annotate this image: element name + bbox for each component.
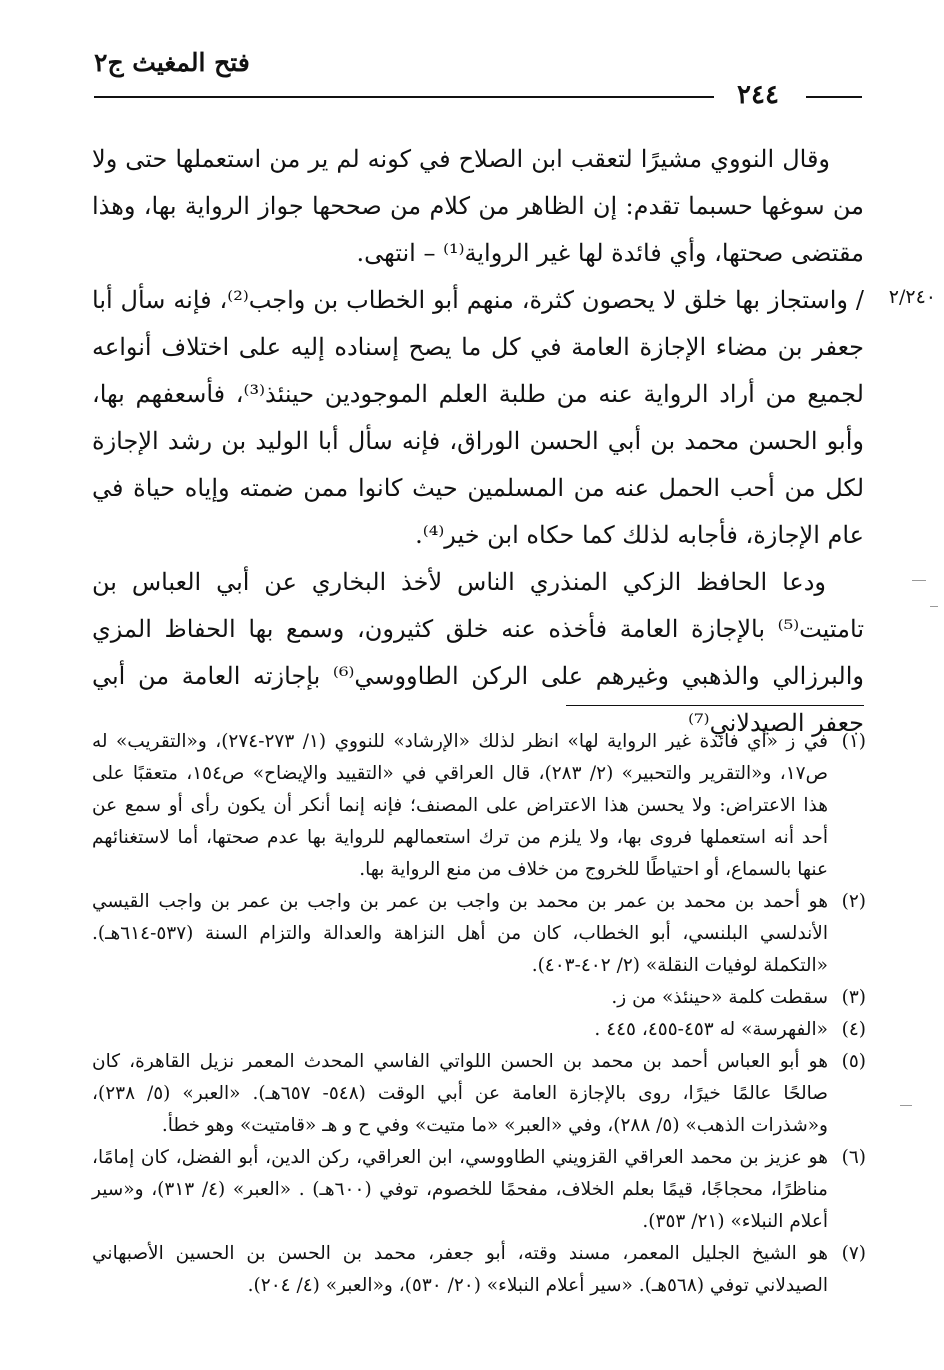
- scan-mark: [900, 1105, 912, 1106]
- footnote-number: (٥): [841, 1051, 866, 1072]
- footnote-number: (١): [841, 731, 866, 752]
- scan-mark: [930, 606, 938, 607]
- paragraph-1: وقال النووي مشيرًا لتعقب ابن الصلاح في كونه لم ير من استعملها حتى ولا من سوغها حسبما تقدم: إن الظاهر من كلام من صححها جواز الرواية بها، وهذا مقتضى صحتها، وأي فائدة لها غير الرواية⁽¹⁾ – انتهى.: [92, 145, 864, 267]
- footnote-2: [92, 886, 866, 982]
- page-number-rule: [806, 96, 862, 98]
- footnote-text: سقطت كلمة «حينئذ» من ز.: [611, 987, 828, 1008]
- footnote-text: هو أحمد بن محمد بن عمر بن محمد بن واجب بن عمر بن واجب بن عمر بن واجب القيسي الأندلسي البلنسي، أبو الخطاب، كان من أهل النزاهة والعدالة والتزام السنة (٥٣٧-٦١٤هـ). «التكملة لوفيات النقلة» (٢/ ٤٠٢-٤٠٣).: [92, 891, 828, 976]
- footnote-number: (٦): [841, 1147, 866, 1168]
- footnote-number: (٤): [841, 1019, 866, 1040]
- footnote-number: (٢): [841, 891, 866, 912]
- footnote-text: هو الشيخ الجليل المعمر، مسند وقته، أبو جعفر، محمد بن الحسن بن الحسين الأصبهاني الصيدلاني توفي (٥٦٨هـ). «سير أعلام النبلاء» (٢٠/ ٥٣٠)، و«العبر» (٤/ ٢٠٤).: [92, 1243, 828, 1296]
- footnote-4: [92, 1014, 866, 1046]
- paragraph-2: / واستجاز بها خلق لا يحصون كثرة، منهم أبو الخطاب بن واجب⁽²⁾، فإنه سأل أبا جعفر بن مضاء الإجازة العامة في كل ما يصح إسناده إليه على اختلاف أنواعه لجميع من أراد الرواية عنه من طلبة العلم الموجودين حينئذ⁽³⁾، فأسعفهم بها، وأبو الحسن محمد بن أبي الحسن الوراق، فإنه سأل أبا الوليد بن رشد الإجازة لكل من أحب الحمل عنه من المسلمين حيث كانوا ممن ضمته وإياه حياة في عام الإجازة، فأجابه لذلك كما حكاه ابن خير⁽⁴⁾.: [92, 286, 864, 549]
- footnote-7: [92, 1238, 866, 1302]
- footnote-text: في ز «أي فائدة غير الرواية لها» انظر لذلك «الإرشاد» للنووي (١/ ٢٧٣-٢٧٤)، و«التقريب» له ص١٧، و«التقرير والتحبير» (٢/ ٢٨٣)، قال العراقي في «التقييد والإيضاح» ص١٥٤، متعقبًا على هذا الاعتراض: ولا يحسن هذا الاعتراض على المصنف؛ فإنه إنما أنكر أن يكون رأى أو سمع عن أحد أنه استعملها فروى بها، ولا يلزم من ترك استعمالهم للرواية بها عدم صحتها، أما لاستغنائهم عنها بالسماع، أو احتياطًا للخروج من خلاف من منع الرواية بها.: [92, 731, 828, 880]
- footnote-text: هو أبو العباس أحمد بن محمد بن الحسن اللواتي الفاسي المحدث المعمر نزيل القاهرة، كان صالحًا عالمًا خيرًا، روى بالإجازة العامة عن أبي الوقت (٥٤٨- ٦٥٧هـ). «العبر» (٥/ ٢٣٨)، و«شذرات الذهب» (٥/ ٢٨٨)، وفي «العبر» «ما متيت» وفي ح و هـ «قامتيت» وهو خطأ.: [92, 1051, 828, 1136]
- footnote-text: «الفهرسة» له ٤٥٣-٤٥٥، ٤٤٥ .: [594, 1019, 828, 1040]
- header-rule: [94, 96, 714, 98]
- footnote-1: [92, 726, 866, 886]
- footnote-number: (٧): [841, 1243, 866, 1264]
- footnote-5: [92, 1046, 866, 1142]
- footnote-number: (٣): [841, 987, 866, 1008]
- margin-reference: ٢/٢٤٠: [888, 286, 936, 308]
- page-number: ٢٤٤: [737, 80, 779, 110]
- book-title: فتح المغيث ج٢: [94, 48, 250, 77]
- footnote-text: هو عزيز بن محمد العراقي القزويني الطاووسي، ابن العراقي، ركن الدين، أبو الفضل، كان إمامًا، مناظرًا، محجاجًا، قيمًا بعلم الخلاف، مفحمًا للخصوم، توفي (٦٠٠هـ) . «العبر» (٤/ ٣١٣)، و«سير أعلام النبلاء» (٢١/ ٣٥٣).: [92, 1147, 828, 1232]
- paragraph-3: ودعا الحافظ الزكي المنذري الناس لأخذ البخاري عن أبي العباس بن تامتيت⁽⁵⁾ بالإجازة العامة فأخذه عنه خلق كثيرون، وسمع بها الحفاظ المزي والبرزالي والذهبي وغيرهم على الركن الطاووسي⁽⁶⁾ بإجازته العامة من أبي جعفر الصيدلاني⁽⁷⁾: [92, 568, 864, 737]
- footnote-6: [92, 1142, 866, 1238]
- main-text: [92, 136, 864, 747]
- footnote-3: [92, 982, 866, 1014]
- footnotes: [92, 726, 866, 1302]
- footnote-separator: [566, 705, 864, 706]
- scan-mark: [912, 580, 926, 581]
